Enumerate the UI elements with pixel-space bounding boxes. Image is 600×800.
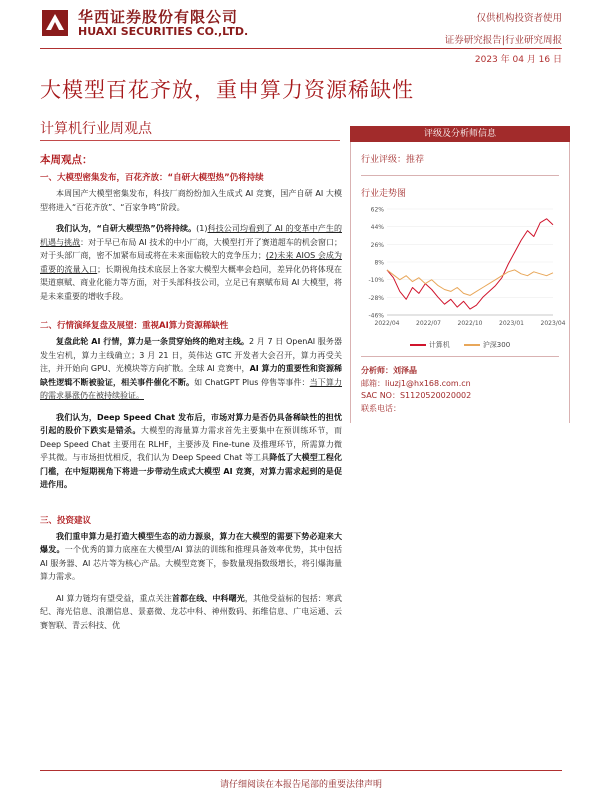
industry-trend-chart: [361, 203, 566, 338]
s3-p2-bold: 首都在线、中科曙光: [171, 593, 245, 603]
analyst-sac: SAC NO：S1120520020002: [361, 391, 472, 400]
brand-name-en: HUAXI SECURITIES CO.,LTD.: [78, 25, 249, 38]
sidebar: [350, 126, 570, 423]
s1-p2-num: (1): [196, 224, 208, 233]
section-1-heading: 一、大模型密集发布，百花齐放：“自研大模型热”仍将持续: [40, 173, 264, 183]
legend-item-computer: [410, 340, 450, 350]
report-subtitle: 计算机行业周观点: [40, 121, 152, 137]
header-divider: [40, 48, 562, 49]
chart-x-tick-label: 2023/01: [499, 320, 524, 327]
report-type: 证券研究报告|行业研究周报: [444, 35, 562, 46]
page-header: [0, 0, 600, 75]
s2-p1-underline: 当下算力的需求暴涨仍在被持续验证。: [40, 377, 342, 400]
main-content: [40, 152, 342, 640]
section-1-para-2: [40, 222, 342, 303]
sidebar-box: [350, 142, 570, 423]
legend-label-computer: 计算机: [428, 341, 450, 349]
legend-swatch-csi300: [464, 344, 480, 346]
chart-title: 行业走势图: [361, 189, 407, 199]
report-date: 2023 年 04 月 16 日: [474, 55, 562, 65]
legend-swatch-computer: [410, 344, 426, 346]
chart-x-tick-label: 2022/07: [416, 320, 441, 327]
section-3-heading: 三、投资建议: [40, 515, 92, 526]
s2-p1-lead: 复盘此轮 AI 行情，算力是一条贯穿始终的绝对主线。: [56, 337, 250, 346]
section-2-heading: 二、行情演绎复盘及展望：重视AI算力资源稀缺性: [40, 321, 229, 331]
chart-series-line-1: [387, 270, 553, 296]
chart-x-tick-label: 2023/04: [540, 320, 566, 327]
brand-name-cn: 华西证券股份有限公司: [78, 8, 239, 26]
s3-p1-body: 一个优秀的算力底座在大模型/AI 算法的训练和推理具备效率优势，其中包括 AI 服务器、AI 芯片等为核心产品。大模型竞赛下，参数量现指数级增长，将引爆海量算力需求。: [40, 545, 342, 581]
audience-note: 仅供机构投资者使用: [476, 13, 562, 24]
s3-p1-lead: 我们重申算力是打造大模型生态的动力源泉，算力在大模型的需要下势必迎来大爆发。: [40, 531, 342, 554]
weekly-view-label: 本周观点：: [40, 154, 93, 166]
section-3-para-2: [40, 592, 342, 633]
chart-y-tick-label: 26%: [370, 241, 384, 249]
s2-p1-more: 如 ChatGPT Plus 停售等事件：: [194, 377, 310, 387]
legal-notice[interactable]: 请仔细阅读在本报告尾部的重要法律声明: [219, 780, 382, 790]
section-2-para-1: [40, 335, 342, 403]
s3-p2-lead: AI 算力链均有望受益，重点关注: [56, 593, 172, 603]
s1-p2-body: ：对于早已布局 AI 技术的中小厂商，大模型打开了赛道超车的机会窗口；对于头部厂商，密不加紧布局或将在未来面临较大的竞争压力；: [40, 237, 343, 260]
report-title: 大模型百花齐放，重申算力资源稀缺性: [40, 78, 414, 102]
s2-p2-lead: 我们认为，Deep Speed Chat 发布后，市场对算力是否仍具备稀缺性的担忧引起的股价下跌实是错杀。: [40, 412, 342, 435]
chart-y-tick-label: -46%: [368, 312, 384, 320]
chart-legend: [361, 338, 559, 357]
chart-y-tick-label: -28%: [368, 294, 384, 302]
section-2-para-2: [40, 411, 342, 492]
section-1-para-1: 本周国产大模型密集发布，科技厂商纷纷加入生成式 AI 竞赛，国产自研 AI 大模型将进入“百花齐放”、“百家争鸣”阶段。: [40, 189, 342, 212]
analyst-name: 分析师：刘泽晶: [361, 366, 417, 375]
s1-p2-lead: 我们认为，“自研大模型热”仍将持续。: [56, 224, 197, 233]
chart-y-tick-label: 62%: [370, 206, 384, 214]
s2-p1-body: 2 月 7 日 OpenAI 服务器发生宕机，算力主线确立；3 月 21 日，英伟达 GTC 开发者大会召开，算力再受关注，并开始向 GPU、光模块等方向扩散。全球 AI 竞赛中，: [40, 337, 343, 373]
subtitle-divider: [40, 140, 340, 141]
page-footer: [40, 770, 562, 790]
chart-y-tick-label: 44%: [370, 224, 384, 232]
s1-p2-underline: 科技公司均看到了 AI 的变革中产生的机遇与挑战: [40, 224, 342, 247]
company-logo-icon: [40, 8, 70, 38]
legend-item-csi300: [464, 340, 510, 350]
chart-x-tick-label: 2022/10: [457, 320, 483, 327]
s2-p2-bold: 降低了大模型工程化门槛，在中短期视角下将进一步带动生成式大模型 AI 竞赛，对算力需求起到的是促进作用。: [40, 453, 342, 489]
chart-y-tick-label: -10%: [368, 277, 384, 285]
chart-x-tick-label: 2022/04: [374, 320, 400, 327]
legend-label-csi300: 沪深300: [482, 341, 511, 349]
sidebar-title: 评级及分析师信息: [350, 126, 570, 142]
industry-rating: 行业评级：推荐: [361, 142, 559, 176]
s1-p2-underline-2: (2)未来 AIOS 会成为重要的流量入口: [40, 251, 343, 274]
analyst-info: [361, 357, 559, 423]
s2-p2-body: 大模型的海量算力需求首先主要集中在预训练环节，而 Deep Speed Chat 主要用在 RLHF，主要涉及 Fine-tune 及推理环节，所需算力微乎其微。与市场担忧相反，我们认为 Deep Speed Chat 等工具: [40, 426, 343, 462]
analyst-phone: 联系电话：: [361, 403, 401, 413]
section-3-para-1: [40, 530, 342, 584]
analyst-email[interactable]: 邮箱：liuzj1@hx168.com.cn: [361, 378, 471, 388]
s1-p2-tail: ；长期视角技术底层上各家大模型大概率会趋同，差异化仍将体现在渠道禀赋、商业化能力等方面，对于头部科技公司，立足已有禀赋布局 AI 大模型，将是未来重要的增收手段。: [40, 264, 343, 301]
s3-p2-tail: ，其他受益标的包括：寒武纪、海光信息、浪潮信息、景嘉微、龙芯中科、神州数码、拓维信息、广电运通、云赛智联、青云科技、优: [40, 593, 343, 630]
chart-y-tick-label: 8%: [374, 259, 384, 267]
s2-p1-bold: AI 算力的重要性和资源稀缺性逻辑不断被验证，相关事件催化不断。: [40, 364, 343, 387]
